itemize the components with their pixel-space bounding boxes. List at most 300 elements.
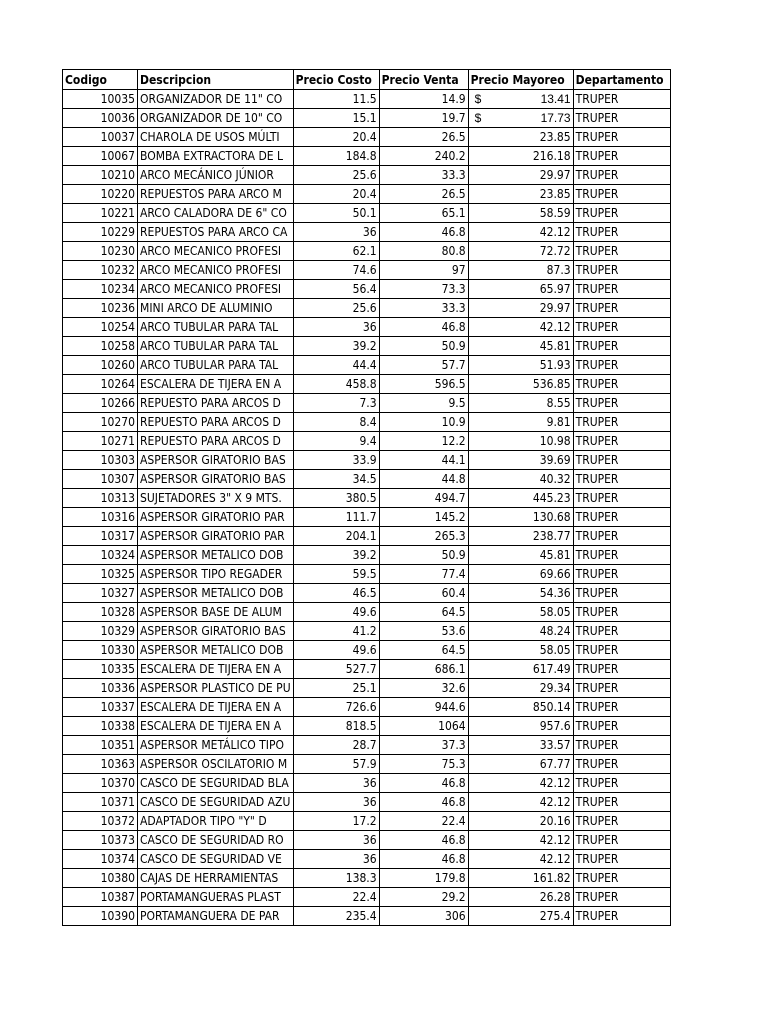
codigo-cell[interactable]: 10307 bbox=[63, 470, 138, 489]
descripcion-cell[interactable]: ASPERSOR GIRATORIO PAR bbox=[138, 527, 294, 546]
precio-venta-cell[interactable]: 77.4 bbox=[379, 565, 468, 584]
descripcion-cell[interactable]: ASPERSOR METALICO DOB bbox=[138, 584, 294, 603]
precio-venta-cell[interactable]: 65.1 bbox=[379, 204, 468, 223]
precio-venta-cell[interactable]: 97 bbox=[379, 261, 468, 280]
precio-venta-cell[interactable]: 179.8 bbox=[379, 869, 468, 888]
codigo-cell[interactable]: 10266 bbox=[63, 394, 138, 413]
precio-costo-cell[interactable]: 44.4 bbox=[293, 356, 379, 375]
departamento-cell[interactable]: TRUPER bbox=[573, 850, 670, 869]
precio-venta-cell[interactable]: 57.7 bbox=[379, 356, 468, 375]
descripcion-cell[interactable]: ESCALERA DE TIJERA EN A bbox=[138, 698, 294, 717]
departamento-cell[interactable]: TRUPER bbox=[573, 622, 670, 641]
codigo-cell[interactable]: 10317 bbox=[63, 527, 138, 546]
descripcion-cell[interactable]: SUJETADORES 3" X 9 MTS. bbox=[138, 489, 294, 508]
codigo-cell[interactable]: 10230 bbox=[63, 242, 138, 261]
departamento-cell[interactable]: TRUPER bbox=[573, 755, 670, 774]
departamento-cell[interactable]: TRUPER bbox=[573, 888, 670, 907]
precio-venta-cell[interactable]: 26.5 bbox=[379, 128, 468, 147]
codigo-cell[interactable]: 10337 bbox=[63, 698, 138, 717]
precio-mayoreo-cell[interactable]: 65.97 bbox=[468, 280, 573, 299]
descripcion-cell[interactable]: BOMBA EXTRACTORA DE L bbox=[138, 147, 294, 166]
table-row bbox=[63, 888, 671, 907]
precio-venta-cell[interactable]: 33.3 bbox=[379, 166, 468, 185]
precio-mayoreo-cell[interactable]: 23.85 bbox=[468, 185, 573, 204]
table-row bbox=[63, 641, 671, 660]
descripcion-cell[interactable]: CASCO DE SEGURIDAD BLA bbox=[138, 774, 294, 793]
precio-mayoreo-cell[interactable]: 72.72 bbox=[468, 242, 573, 261]
precio-costo-cell[interactable]: 36 bbox=[293, 223, 379, 242]
precio-mayoreo-cell[interactable]: 850.14 bbox=[468, 698, 573, 717]
precio-venta-cell[interactable]: 145.2 bbox=[379, 508, 468, 527]
codigo-cell[interactable]: 10371 bbox=[63, 793, 138, 812]
codigo-cell[interactable]: 10372 bbox=[63, 812, 138, 831]
descripcion-cell[interactable]: REPUESTOS PARA ARCO M bbox=[138, 185, 294, 204]
codigo-cell[interactable]: 10221 bbox=[63, 204, 138, 223]
descripcion-cell[interactable]: ORGANIZADOR DE 11" CO bbox=[138, 90, 294, 109]
precio-costo-cell[interactable]: 33.9 bbox=[293, 451, 379, 470]
precio-venta-cell[interactable]: 75.3 bbox=[379, 755, 468, 774]
table-body bbox=[63, 90, 671, 926]
departamento-cell[interactable]: TRUPER bbox=[573, 318, 670, 337]
departamento-cell[interactable]: TRUPER bbox=[573, 242, 670, 261]
mayoreo-value: 13.41 bbox=[540, 92, 571, 106]
header-departamento[interactable]: Departamento bbox=[573, 70, 670, 90]
codigo-cell[interactable]: 10374 bbox=[63, 850, 138, 869]
descripcion-cell[interactable]: CASCO DE SEGURIDAD AZU bbox=[138, 793, 294, 812]
precio-venta-cell[interactable]: 10.9 bbox=[379, 413, 468, 432]
precio-mayoreo-cell[interactable]: 216.18 bbox=[468, 147, 573, 166]
precio-costo-cell[interactable]: 39.2 bbox=[293, 546, 379, 565]
precio-mayoreo-cell[interactable]: 51.93 bbox=[468, 356, 573, 375]
codigo-cell[interactable]: 10330 bbox=[63, 641, 138, 660]
precio-costo-cell[interactable]: 726.6 bbox=[293, 698, 379, 717]
precio-costo-cell[interactable]: 11.5 bbox=[293, 90, 379, 109]
precio-costo-cell[interactable]: 235.4 bbox=[293, 907, 379, 926]
precio-costo-cell[interactable]: 74.6 bbox=[293, 261, 379, 280]
table-row bbox=[63, 907, 671, 926]
precio-mayoreo-cell[interactable]: 238.77 bbox=[468, 527, 573, 546]
table-row bbox=[63, 622, 671, 641]
precio-costo-cell[interactable]: 22.4 bbox=[293, 888, 379, 907]
codigo-cell[interactable]: 10316 bbox=[63, 508, 138, 527]
precio-venta-cell[interactable]: 32.6 bbox=[379, 679, 468, 698]
table-row bbox=[63, 337, 671, 356]
departamento-cell[interactable]: TRUPER bbox=[573, 375, 670, 394]
precio-mayoreo-cell[interactable]: 42.12 bbox=[468, 831, 573, 850]
precio-costo-cell[interactable]: 20.4 bbox=[293, 185, 379, 204]
descripcion-cell[interactable]: ASPERSOR OSCILATORIO M bbox=[138, 755, 294, 774]
descripcion-cell[interactable]: ARCO MECÁNICO JÚNIOR bbox=[138, 166, 294, 185]
departamento-cell[interactable]: TRUPER bbox=[573, 584, 670, 603]
codigo-cell[interactable]: 10035 bbox=[63, 90, 138, 109]
table-row bbox=[63, 128, 671, 147]
descripcion-cell[interactable]: ASPERSOR PLASTICO DE PU bbox=[138, 679, 294, 698]
precio-costo-cell[interactable]: 380.5 bbox=[293, 489, 379, 508]
precio-costo-cell[interactable]: 111.7 bbox=[293, 508, 379, 527]
table-row bbox=[63, 679, 671, 698]
descripcion-cell[interactable]: ORGANIZADOR DE 10" CO bbox=[138, 109, 294, 128]
precio-venta-cell[interactable]: 50.9 bbox=[379, 546, 468, 565]
precio-costo-cell[interactable]: 49.6 bbox=[293, 641, 379, 660]
precio-costo-cell[interactable]: 41.2 bbox=[293, 622, 379, 641]
codigo-cell[interactable]: 10271 bbox=[63, 432, 138, 451]
descripcion-cell[interactable]: ASPERSOR GIRATORIO PAR bbox=[138, 508, 294, 527]
descripcion-cell[interactable]: ARCO TUBULAR PARA TAL bbox=[138, 356, 294, 375]
table-row bbox=[63, 261, 671, 280]
precio-venta-cell[interactable]: 53.6 bbox=[379, 622, 468, 641]
precio-mayoreo-cell[interactable]: 54.36 bbox=[468, 584, 573, 603]
codigo-cell[interactable]: 10329 bbox=[63, 622, 138, 641]
header-descripcion[interactable]: Descripcion bbox=[138, 70, 294, 90]
departamento-cell[interactable]: TRUPER bbox=[573, 185, 670, 204]
descripcion-cell[interactable]: PORTAMANGUERA DE PAR bbox=[138, 907, 294, 926]
descripcion-cell[interactable]: ASPERSOR METALICO DOB bbox=[138, 641, 294, 660]
table-row bbox=[63, 109, 671, 128]
precio-mayoreo-cell[interactable]: 69.66 bbox=[468, 565, 573, 584]
codigo-cell[interactable]: 10270 bbox=[63, 413, 138, 432]
precio-costo-cell[interactable]: 28.7 bbox=[293, 736, 379, 755]
precio-costo-cell[interactable]: 49.6 bbox=[293, 603, 379, 622]
currency-symbol: $ bbox=[474, 92, 482, 106]
departamento-cell[interactable]: TRUPER bbox=[573, 394, 670, 413]
precio-mayoreo-cell[interactable]: 45.81 bbox=[468, 337, 573, 356]
header-precio-mayoreo[interactable]: Precio Mayoreo bbox=[468, 70, 573, 90]
precio-venta-cell[interactable]: 44.1 bbox=[379, 451, 468, 470]
codigo-cell[interactable]: 10380 bbox=[63, 869, 138, 888]
precio-costo-cell[interactable]: 34.5 bbox=[293, 470, 379, 489]
departamento-cell[interactable]: TRUPER bbox=[573, 793, 670, 812]
table-row bbox=[63, 356, 671, 375]
precio-mayoreo-cell[interactable]: 67.77 bbox=[468, 755, 573, 774]
departamento-cell[interactable]: TRUPER bbox=[573, 432, 670, 451]
departamento-cell[interactable]: TRUPER bbox=[573, 470, 670, 489]
descripcion-cell[interactable]: ASPERSOR GIRATORIO BAS bbox=[138, 622, 294, 641]
precio-venta-cell[interactable]: 46.8 bbox=[379, 223, 468, 242]
codigo-cell[interactable]: 10336 bbox=[63, 679, 138, 698]
precio-mayoreo-cell[interactable]: 26.28 bbox=[468, 888, 573, 907]
precio-mayoreo-cell[interactable]: 275.4 bbox=[468, 907, 573, 926]
precio-costo-cell[interactable]: 36 bbox=[293, 793, 379, 812]
departamento-cell[interactable]: TRUPER bbox=[573, 128, 670, 147]
precio-costo-cell[interactable]: 36 bbox=[293, 850, 379, 869]
precio-mayoreo-cell[interactable]: 957.6 bbox=[468, 717, 573, 736]
departamento-cell[interactable]: TRUPER bbox=[573, 641, 670, 660]
precio-venta-cell[interactable]: 46.8 bbox=[379, 850, 468, 869]
codigo-cell[interactable]: 10373 bbox=[63, 831, 138, 850]
codigo-cell[interactable]: 10335 bbox=[63, 660, 138, 679]
precio-costo-cell[interactable]: 36 bbox=[293, 831, 379, 850]
precio-venta-cell[interactable]: 46.8 bbox=[379, 318, 468, 337]
descripcion-cell[interactable]: MINI ARCO DE ALUMINIO bbox=[138, 299, 294, 318]
descripcion-cell[interactable]: ARCO MECANICO PROFESI bbox=[138, 280, 294, 299]
departamento-cell[interactable]: TRUPER bbox=[573, 489, 670, 508]
precio-costo-cell[interactable]: 50.1 bbox=[293, 204, 379, 223]
precio-costo-cell[interactable]: 36 bbox=[293, 318, 379, 337]
precio-mayoreo-cell[interactable]: 45.81 bbox=[468, 546, 573, 565]
precio-venta-cell[interactable]: 26.5 bbox=[379, 185, 468, 204]
precio-costo-cell[interactable]: 25.1 bbox=[293, 679, 379, 698]
departamento-cell[interactable]: TRUPER bbox=[573, 907, 670, 926]
precio-mayoreo-cell[interactable]: 23.85 bbox=[468, 128, 573, 147]
codigo-cell[interactable]: 10351 bbox=[63, 736, 138, 755]
codigo-cell[interactable]: 10327 bbox=[63, 584, 138, 603]
table-row bbox=[63, 147, 671, 166]
precio-venta-cell[interactable]: 44.8 bbox=[379, 470, 468, 489]
precio-mayoreo-cell[interactable]: 42.12 bbox=[468, 774, 573, 793]
codigo-cell[interactable]: 10390 bbox=[63, 907, 138, 926]
descripcion-cell[interactable]: ESCALERA DE TIJERA EN A bbox=[138, 717, 294, 736]
precio-venta-cell[interactable]: 46.8 bbox=[379, 831, 468, 850]
precio-mayoreo-cell[interactable]: 42.12 bbox=[468, 850, 573, 869]
precio-costo-cell[interactable]: 15.1 bbox=[293, 109, 379, 128]
precio-costo-cell[interactable]: 184.8 bbox=[293, 147, 379, 166]
precio-mayoreo-cell[interactable]: 29.34 bbox=[468, 679, 573, 698]
precio-venta-cell[interactable]: 306 bbox=[379, 907, 468, 926]
descripcion-cell[interactable]: ESCALERA DE TIJERA EN A bbox=[138, 660, 294, 679]
table-row bbox=[63, 812, 671, 831]
precio-venta-cell[interactable]: 14.9 bbox=[379, 90, 468, 109]
precio-venta-cell[interactable]: 73.3 bbox=[379, 280, 468, 299]
precio-costo-cell[interactable]: 204.1 bbox=[293, 527, 379, 546]
precio-mayoreo-cell[interactable]: 8.55 bbox=[468, 394, 573, 413]
precio-venta-cell[interactable]: 1064 bbox=[379, 717, 468, 736]
codigo-cell[interactable]: 10220 bbox=[63, 185, 138, 204]
precio-venta-cell[interactable]: 686.1 bbox=[379, 660, 468, 679]
precio-venta-cell[interactable]: 80.8 bbox=[379, 242, 468, 261]
table-row bbox=[63, 90, 671, 109]
descripcion-cell[interactable]: ARCO TUBULAR PARA TAL bbox=[138, 318, 294, 337]
table-row bbox=[63, 508, 671, 527]
precio-venta-cell[interactable]: 240.2 bbox=[379, 147, 468, 166]
descripcion-cell[interactable]: ASPERSOR TIPO REGADER bbox=[138, 565, 294, 584]
departamento-cell[interactable]: TRUPER bbox=[573, 565, 670, 584]
table-row bbox=[63, 850, 671, 869]
precio-venta-cell[interactable]: 46.8 bbox=[379, 774, 468, 793]
precio-mayoreo-cell[interactable]: 42.12 bbox=[468, 318, 573, 337]
precio-venta-cell[interactable]: 22.4 bbox=[379, 812, 468, 831]
codigo-cell[interactable]: 10260 bbox=[63, 356, 138, 375]
departamento-cell[interactable]: TRUPER bbox=[573, 223, 670, 242]
descripcion-cell[interactable]: PORTAMANGUERAS PLAST bbox=[138, 888, 294, 907]
precio-mayoreo-cell[interactable]: 9.81 bbox=[468, 413, 573, 432]
departamento-cell[interactable]: TRUPER bbox=[573, 261, 670, 280]
descripcion-cell[interactable]: CHAROLA DE USOS MÚLTI bbox=[138, 128, 294, 147]
codigo-cell[interactable]: 10387 bbox=[63, 888, 138, 907]
precio-costo-cell[interactable]: 17.2 bbox=[293, 812, 379, 831]
departamento-cell[interactable]: TRUPER bbox=[573, 90, 670, 109]
precio-mayoreo-cell[interactable]: 29.97 bbox=[468, 299, 573, 318]
codigo-cell[interactable]: 10229 bbox=[63, 223, 138, 242]
table-row bbox=[63, 717, 671, 736]
precio-mayoreo-cell[interactable]: 10.98 bbox=[468, 432, 573, 451]
precio-mayoreo-cell[interactable]: 39.69 bbox=[468, 451, 573, 470]
codigo-cell[interactable]: 10210 bbox=[63, 166, 138, 185]
precio-venta-cell[interactable]: 33.3 bbox=[379, 299, 468, 318]
descripcion-cell[interactable]: ARCO CALADORA DE 6" CO bbox=[138, 204, 294, 223]
precio-venta-cell[interactable]: 9.5 bbox=[379, 394, 468, 413]
descripcion-cell[interactable]: REPUESTO PARA ARCOS D bbox=[138, 394, 294, 413]
table-row bbox=[63, 280, 671, 299]
precio-mayoreo-cell[interactable]: 29.97 bbox=[468, 166, 573, 185]
codigo-cell[interactable]: 10324 bbox=[63, 546, 138, 565]
codigo-cell[interactable]: 10236 bbox=[63, 299, 138, 318]
departamento-cell[interactable]: TRUPER bbox=[573, 204, 670, 223]
descripcion-cell[interactable]: ESCALERA DE TIJERA EN A bbox=[138, 375, 294, 394]
departamento-cell[interactable]: TRUPER bbox=[573, 166, 670, 185]
precio-costo-cell[interactable]: 9.4 bbox=[293, 432, 379, 451]
precio-venta-cell[interactable]: 64.5 bbox=[379, 603, 468, 622]
precio-mayoreo-cell[interactable]: 42.12 bbox=[468, 793, 573, 812]
descripcion-cell[interactable]: ASPERSOR BASE DE ALUM bbox=[138, 603, 294, 622]
descripcion-cell[interactable]: ARCO MECANICO PROFESI bbox=[138, 242, 294, 261]
precio-venta-cell[interactable]: 265.3 bbox=[379, 527, 468, 546]
departamento-cell[interactable]: TRUPER bbox=[573, 299, 670, 318]
precio-costo-cell[interactable]: 138.3 bbox=[293, 869, 379, 888]
precio-mayoreo-cell[interactable]: 40.32 bbox=[468, 470, 573, 489]
precio-venta-cell[interactable]: 19.7 bbox=[379, 109, 468, 128]
codigo-cell[interactable]: 10067 bbox=[63, 147, 138, 166]
codigo-cell[interactable]: 10258 bbox=[63, 337, 138, 356]
precio-costo-cell[interactable]: 458.8 bbox=[293, 375, 379, 394]
precio-costo-cell[interactable]: 56.4 bbox=[293, 280, 379, 299]
precio-venta-cell[interactable]: 12.2 bbox=[379, 432, 468, 451]
codigo-cell[interactable]: 10254 bbox=[63, 318, 138, 337]
departamento-cell[interactable]: TRUPER bbox=[573, 413, 670, 432]
descripcion-cell[interactable]: ARCO MECANICO PROFESI bbox=[138, 261, 294, 280]
header-codigo[interactable]: Codigo bbox=[63, 70, 138, 90]
precio-mayoreo-cell[interactable]: 58.05 bbox=[468, 641, 573, 660]
departamento-cell[interactable]: TRUPER bbox=[573, 831, 670, 850]
codigo-cell[interactable]: 10328 bbox=[63, 603, 138, 622]
descripcion-cell[interactable]: ADAPTADOR TIPO "Y" D bbox=[138, 812, 294, 831]
departamento-cell[interactable]: TRUPER bbox=[573, 451, 670, 470]
codigo-cell[interactable]: 10370 bbox=[63, 774, 138, 793]
header-precio-costo[interactable]: Precio Costo bbox=[293, 70, 379, 90]
departamento-cell[interactable]: TRUPER bbox=[573, 603, 670, 622]
departamento-cell[interactable]: TRUPER bbox=[573, 280, 670, 299]
codigo-cell[interactable]: 10313 bbox=[63, 489, 138, 508]
precio-venta-cell[interactable]: 29.2 bbox=[379, 888, 468, 907]
descripcion-cell[interactable]: CAJAS DE HERRAMIENTAS bbox=[138, 869, 294, 888]
precio-costo-cell[interactable]: 62.1 bbox=[293, 242, 379, 261]
descripcion-cell[interactable]: CASCO DE SEGURIDAD RO bbox=[138, 831, 294, 850]
table-row bbox=[63, 603, 671, 622]
codigo-cell[interactable]: 10234 bbox=[63, 280, 138, 299]
codigo-cell[interactable]: 10037 bbox=[63, 128, 138, 147]
departamento-cell[interactable]: TRUPER bbox=[573, 337, 670, 356]
codigo-cell[interactable]: 10363 bbox=[63, 755, 138, 774]
table-row bbox=[63, 774, 671, 793]
precio-mayoreo-cell[interactable]: 58.59 bbox=[468, 204, 573, 223]
precio-venta-cell[interactable]: 494.7 bbox=[379, 489, 468, 508]
precio-mayoreo-cell[interactable]: 161.82 bbox=[468, 869, 573, 888]
departamento-cell[interactable]: TRUPER bbox=[573, 147, 670, 166]
departamento-cell[interactable]: TRUPER bbox=[573, 546, 670, 565]
precio-costo-cell[interactable]: 59.5 bbox=[293, 565, 379, 584]
precio-mayoreo-cell[interactable]: 536.85 bbox=[468, 375, 573, 394]
precio-venta-cell[interactable]: 50.9 bbox=[379, 337, 468, 356]
codigo-cell[interactable]: 10338 bbox=[63, 717, 138, 736]
precio-costo-cell[interactable]: 8.4 bbox=[293, 413, 379, 432]
table-row bbox=[63, 546, 671, 565]
departamento-cell[interactable]: TRUPER bbox=[573, 812, 670, 831]
departamento-cell[interactable]: TRUPER bbox=[573, 109, 670, 128]
departamento-cell[interactable]: TRUPER bbox=[573, 698, 670, 717]
codigo-cell[interactable]: 10264 bbox=[63, 375, 138, 394]
table-row bbox=[63, 793, 671, 812]
header-precio-venta[interactable]: Precio Venta bbox=[379, 70, 468, 90]
precio-venta-cell[interactable]: 944.6 bbox=[379, 698, 468, 717]
precio-mayoreo-cell[interactable]: 445.23 bbox=[468, 489, 573, 508]
descripcion-cell[interactable]: REPUESTO PARA ARCOS D bbox=[138, 413, 294, 432]
descripcion-cell[interactable]: ASPERSOR METALICO DOB bbox=[138, 546, 294, 565]
codigo-cell[interactable]: 10325 bbox=[63, 565, 138, 584]
precio-costo-cell[interactable]: 25.6 bbox=[293, 166, 379, 185]
precio-mayoreo-cell[interactable]: 617.49 bbox=[468, 660, 573, 679]
precio-costo-cell[interactable]: 57.9 bbox=[293, 755, 379, 774]
table-row bbox=[63, 660, 671, 679]
departamento-cell[interactable]: TRUPER bbox=[573, 774, 670, 793]
descripcion-cell[interactable]: REPUESTO PARA ARCOS D bbox=[138, 432, 294, 451]
precio-costo-cell[interactable]: 818.5 bbox=[293, 717, 379, 736]
precio-costo-cell[interactable]: 20.4 bbox=[293, 128, 379, 147]
descripcion-cell[interactable]: ARCO TUBULAR PARA TAL bbox=[138, 337, 294, 356]
precio-costo-cell[interactable]: 39.2 bbox=[293, 337, 379, 356]
precio-mayoreo-cell[interactable] bbox=[468, 90, 573, 109]
precio-venta-cell[interactable]: 46.8 bbox=[379, 793, 468, 812]
departamento-cell[interactable]: TRUPER bbox=[573, 869, 670, 888]
departamento-cell[interactable]: TRUPER bbox=[573, 679, 670, 698]
precio-mayoreo-cell[interactable]: 20.16 bbox=[468, 812, 573, 831]
precio-venta-cell[interactable]: 596.5 bbox=[379, 375, 468, 394]
precio-mayoreo-cell[interactable]: 87.3 bbox=[468, 261, 573, 280]
table-row bbox=[63, 565, 671, 584]
descripcion-cell[interactable]: CASCO DE SEGURIDAD VE bbox=[138, 850, 294, 869]
currency-value bbox=[471, 109, 571, 127]
precio-venta-cell[interactable]: 60.4 bbox=[379, 584, 468, 603]
descripcion-cell[interactable]: ASPERSOR GIRATORIO BAS bbox=[138, 451, 294, 470]
departamento-cell[interactable]: TRUPER bbox=[573, 527, 670, 546]
codigo-cell[interactable]: 10232 bbox=[63, 261, 138, 280]
precio-mayoreo-cell[interactable]: 130.68 bbox=[468, 508, 573, 527]
departamento-cell[interactable]: TRUPER bbox=[573, 508, 670, 527]
codigo-cell[interactable]: 10036 bbox=[63, 109, 138, 128]
precio-venta-cell[interactable]: 37.3 bbox=[379, 736, 468, 755]
header-row bbox=[63, 70, 671, 90]
codigo-cell[interactable]: 10303 bbox=[63, 451, 138, 470]
precio-mayoreo-cell[interactable]: 33.57 bbox=[468, 736, 573, 755]
precio-costo-cell[interactable]: 7.3 bbox=[293, 394, 379, 413]
precio-costo-cell[interactable]: 46.5 bbox=[293, 584, 379, 603]
price-list-table bbox=[62, 69, 671, 926]
departamento-cell[interactable]: TRUPER bbox=[573, 736, 670, 755]
departamento-cell[interactable]: TRUPER bbox=[573, 717, 670, 736]
table-row bbox=[63, 318, 671, 337]
precio-mayoreo-cell[interactable]: 58.05 bbox=[468, 603, 573, 622]
descripcion-cell[interactable]: ASPERSOR METÁLICO TIPO bbox=[138, 736, 294, 755]
departamento-cell[interactable]: TRUPER bbox=[573, 356, 670, 375]
descripcion-cell[interactable]: ASPERSOR GIRATORIO BAS bbox=[138, 470, 294, 489]
precio-mayoreo-cell[interactable]: 48.24 bbox=[468, 622, 573, 641]
precio-mayoreo-cell[interactable]: 42.12 bbox=[468, 223, 573, 242]
departamento-cell[interactable]: TRUPER bbox=[573, 660, 670, 679]
precio-venta-cell[interactable]: 64.5 bbox=[379, 641, 468, 660]
precio-costo-cell[interactable]: 527.7 bbox=[293, 660, 379, 679]
precio-costo-cell[interactable]: 36 bbox=[293, 774, 379, 793]
precio-costo-cell[interactable]: 25.6 bbox=[293, 299, 379, 318]
descripcion-cell[interactable]: REPUESTOS PARA ARCO CA bbox=[138, 223, 294, 242]
precio-mayoreo-cell[interactable] bbox=[468, 109, 573, 128]
